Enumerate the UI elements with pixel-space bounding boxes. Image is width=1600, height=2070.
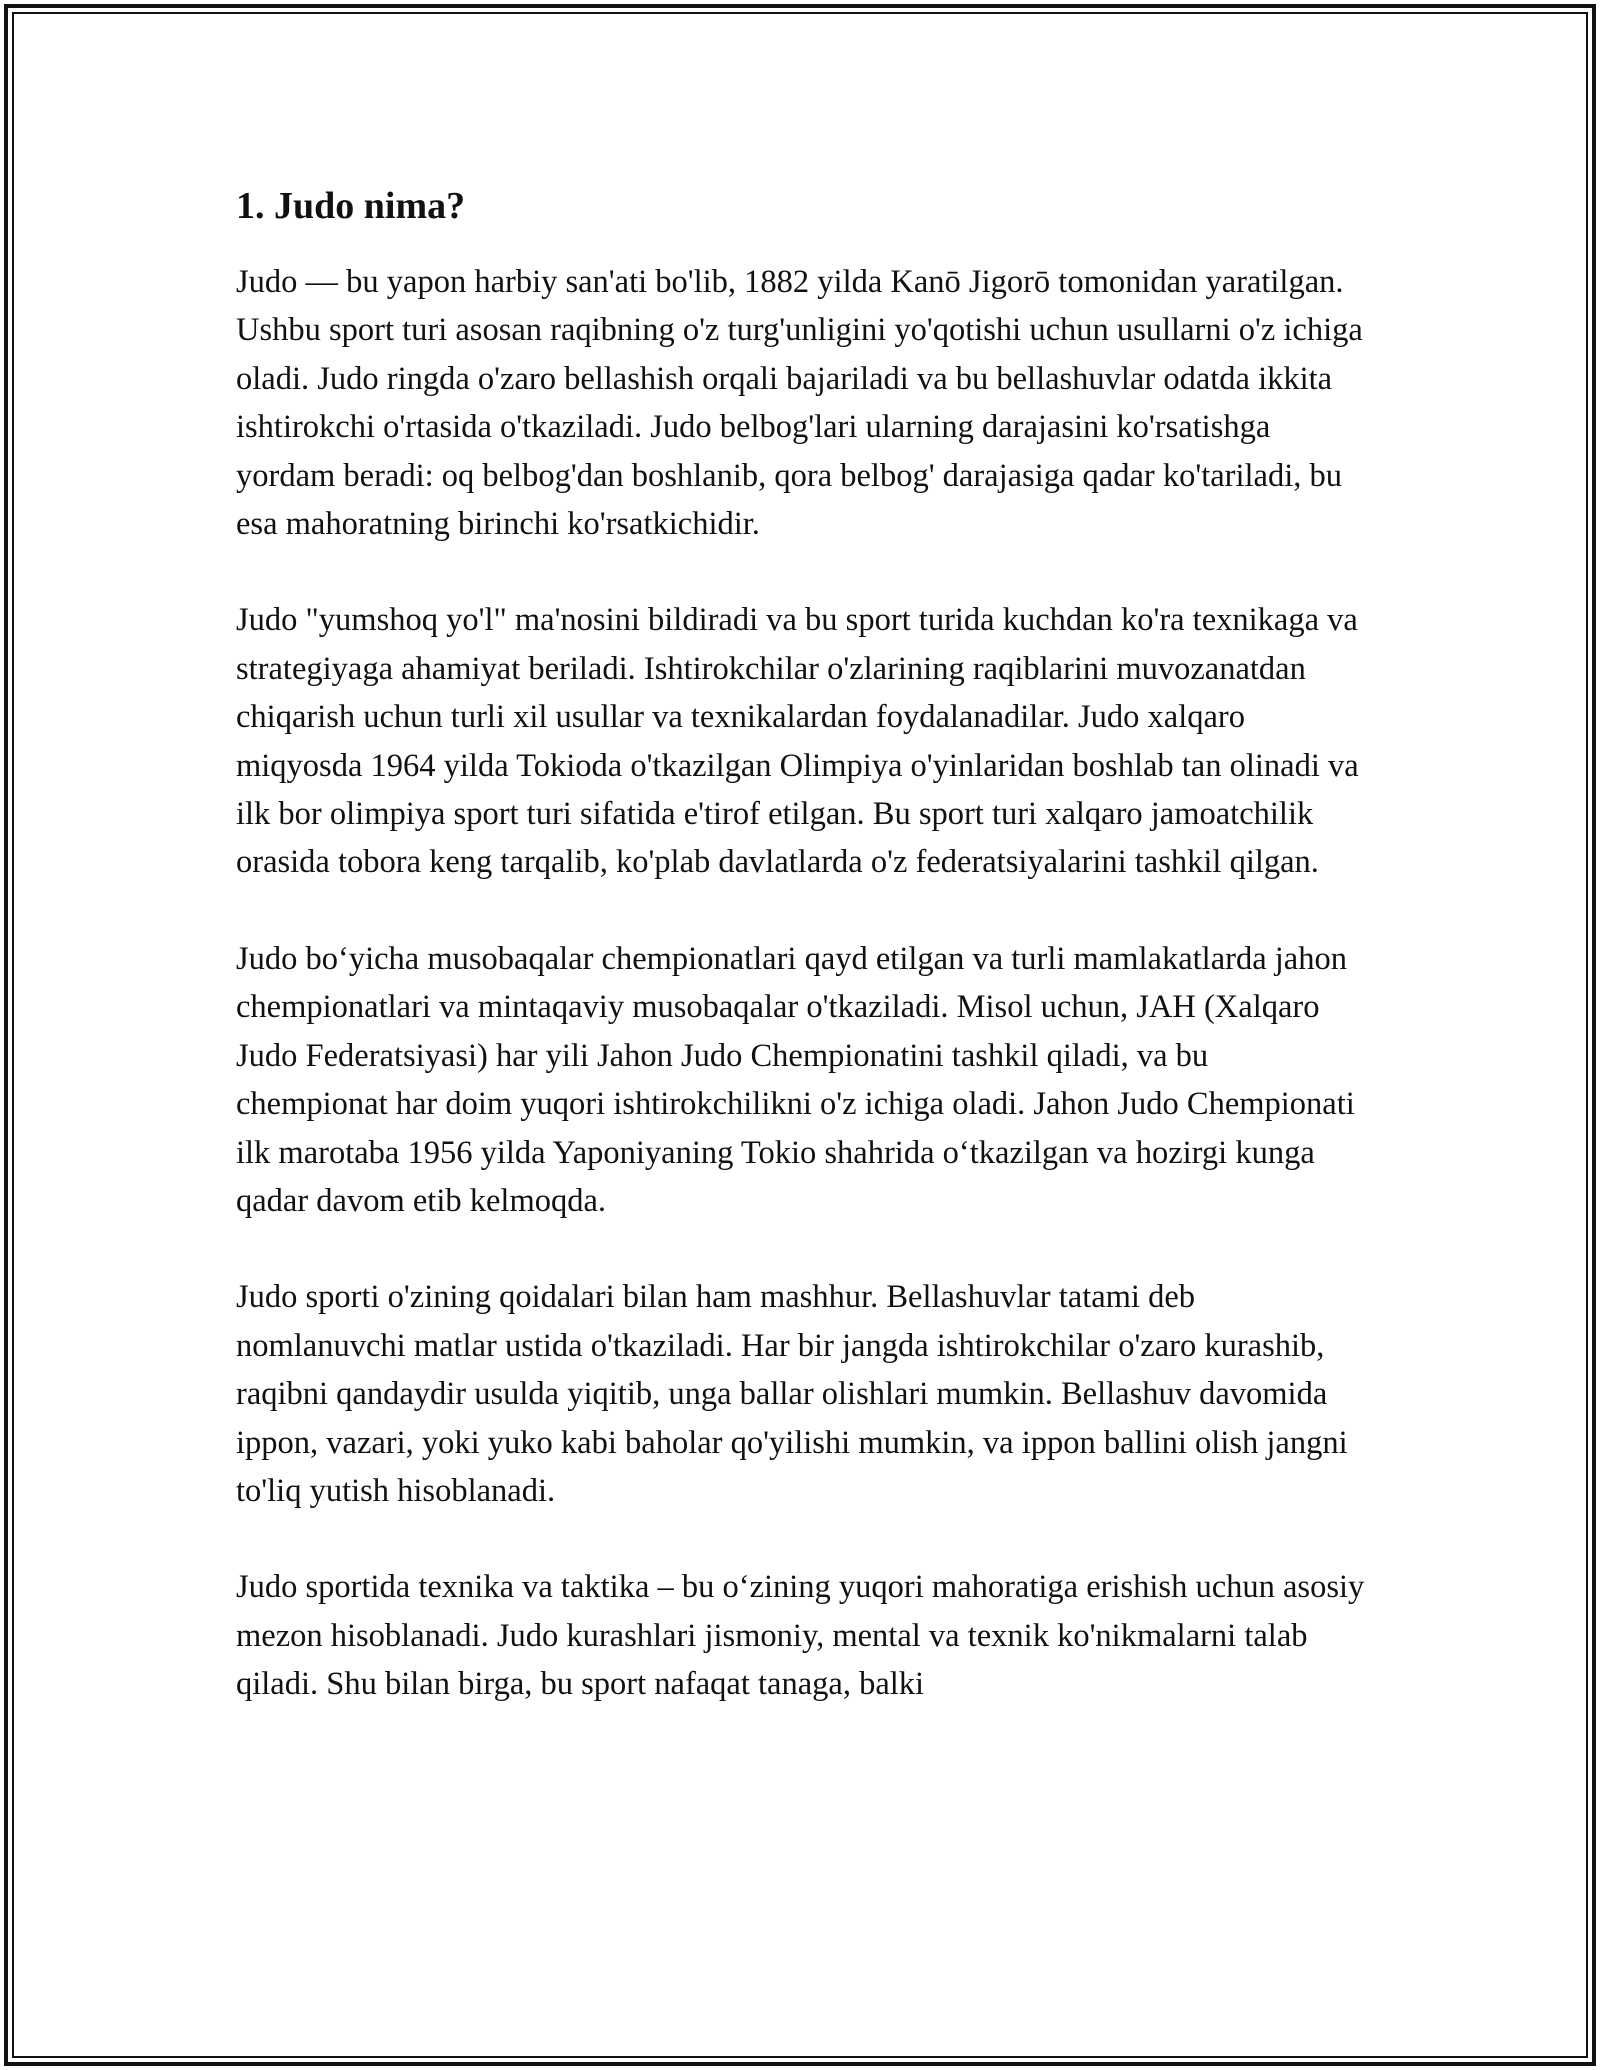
paragraph-1: Judo — bu yapon harbiy san'ati bo'lib, 1882 yilda Kanō Jigorō tomonidan yaratilgan. Ushbu sport turi asosan raqibning o'z turg'unligini yo'qotishi uchun usullarni o'z ichiga oladi. Judo ringda o'zaro bellashish orqali bajariladi va bu bellashuvlar odatda ikkita ishtirokchi o'rtasida o'tkaziladi. Judo belbog'lari ularning darajasini ko'rsatishga yordam beradi: oq belbog'dan boshlanib, qora belbog' darajasiga qadar ko'tariladi, bu esa mahoratning birinchi ko'rsatkichidir. (236, 264, 1363, 543)
paragraph-2: Judo "yumshoq yo'l" ma'nosini bildiradi va bu sport turida kuchdan ko'ra texnikaga va strategiyaga ahamiyat beriladi. Ishtirokchilar o'zlarining raqiblarini muvozanatdan chiqarish uchun turli xil usullar va texnikalardan foydalanadilar. Judo xalqaro miqyosda 1964 yilda Tokioda o'tkazilgan Olimpiya o'yinlaridan boshlab tan olinadi va ilk bor olimpiya sport turi sifatida e'tirof etilgan. Bu sport turi xalqaro jamoatchilik orasida tobora keng tarqalib, ko'plab davlatlarda o'z federatsiyalarini tashkil qilgan. (236, 602, 1359, 881)
document-body (236, 182, 1366, 1757)
paragraph-3: Judo bo‘yicha musobaqalar chempionatlari qayd etilgan va turli mamlakatlarda jahon chempionatlari va mintaqaviy musobaqalar o'tkaziladi. Misol uchun, JAH (Xalqaro Judo Federatsiyasi) har yili Jahon Judo Chempionatini tashkil qiladi, va bu chempionat har doim yuqori ishtirokchilikni o'z ichiga oladi. Jahon Judo Chempionati ilk marotaba 1956 yilda Yaponiyaning Tokio shahrida o‘tkazilgan va hozirgi kunga qadar davom etib kelmoqda. (236, 940, 1355, 1219)
paragraph-4: Judo sporti o'zining qoidalari bilan ham mashhur. Bellashuvlar tatami deb nomlanuvchi matlar ustida o'tkaziladi. Har bir jangda ishtirokchilar o'zaro kurashib, raqibni qandaydir usulda yiqitib, unga ballar olishlari mumkin. Bellashuv davomida ippon, vazari, yoki yuko kabi baholar qo'yilishi mumkin, va ippon ballini olish jangni to'liq yutish hisoblanadi. (236, 1279, 1348, 1509)
section-heading: 1. Judo nima? (236, 185, 466, 227)
paragraph-5: Judo sportida texnika va taktika – bu o‘zining yuqori mahoratiga erishish uchun asosiy mezon hisoblanadi. Judo kurashlari jismoniy, mental va texnik ko'nikmalarni talab qiladi. Shu bilan birga, bu sport nafaqat tanaga, balki (236, 1569, 1365, 1703)
